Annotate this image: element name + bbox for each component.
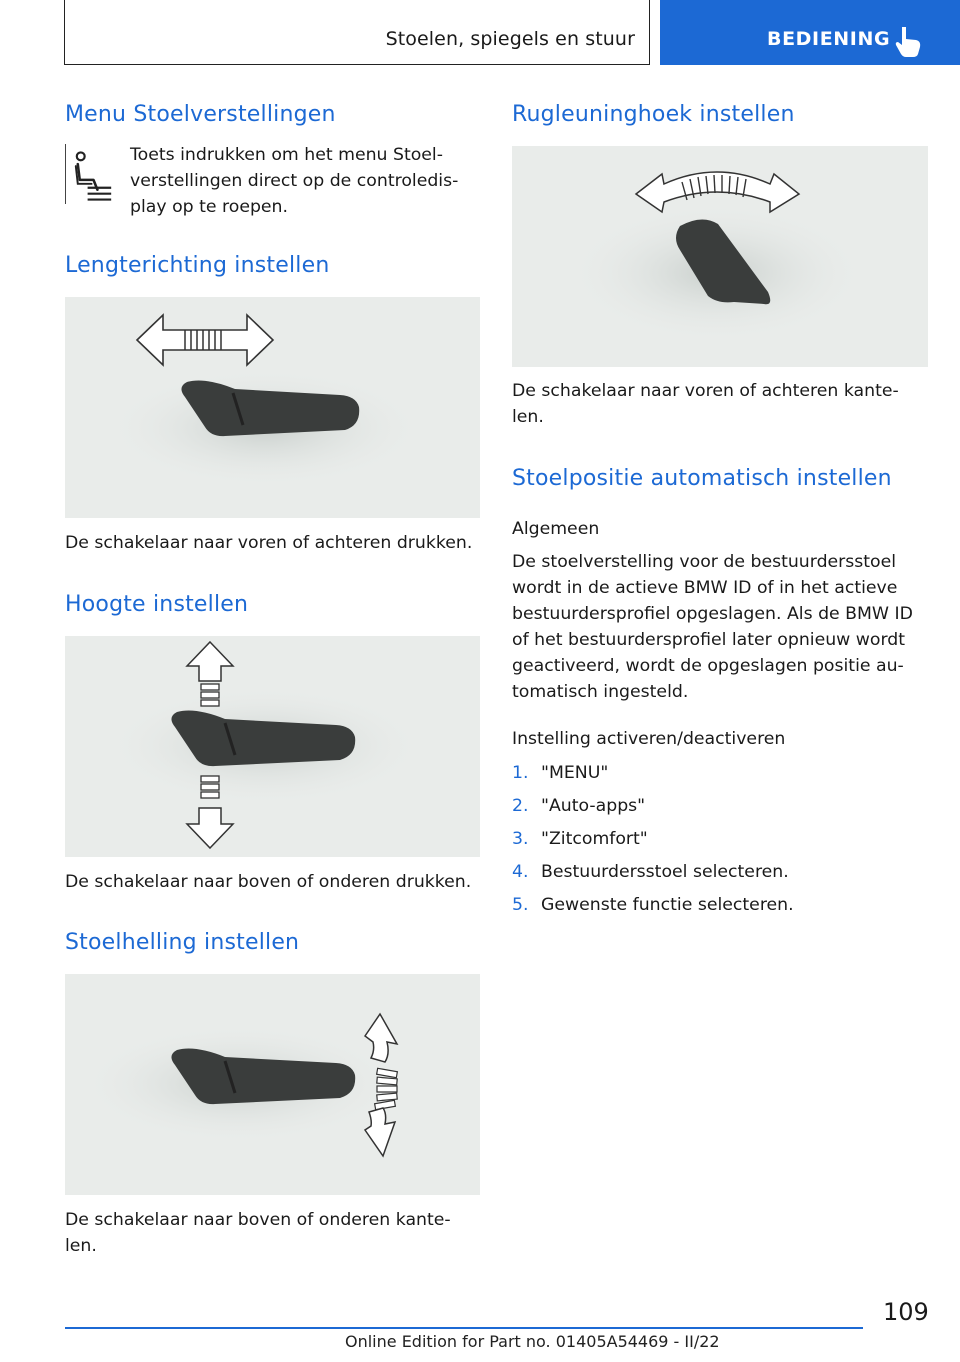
page-number: 109 (883, 1298, 929, 1326)
length-caption: De schakelaar naar voren of achteren drukken. (65, 533, 473, 553)
step-number: 3. (512, 829, 529, 849)
tilt-caption: De schakelaar naar boven of onderen kante-len. (65, 1210, 451, 1256)
header-section-box (64, 0, 650, 65)
general-heading: Algemeen (512, 519, 600, 539)
step-number: 5. (512, 895, 529, 915)
tilt-section-title: Stoelhelling instellen (65, 930, 300, 955)
length-section-title: Lengterichting instellen (65, 253, 330, 278)
step-text: Bestuurdersstoel selecteren. (541, 862, 789, 882)
step-text: "Auto-apps" (541, 796, 646, 816)
pointing-hand-icon (894, 24, 924, 58)
step-text: "MENU" (541, 763, 609, 783)
height-adjust-figure (65, 636, 480, 857)
list-item (512, 793, 794, 826)
list-item (512, 859, 794, 892)
length-adjust-figure (65, 297, 480, 518)
auto-section-title: Stoelpositie automatisch instellen (512, 466, 892, 491)
tilt-adjust-figure (65, 974, 480, 1195)
backrest-section-title: Rugleuninghoek instellen (512, 102, 795, 127)
backrest-adjust-figure (512, 146, 928, 367)
header-section-title: Stoelen, spiegels en stuur (385, 28, 635, 50)
step-number: 2. (512, 796, 529, 816)
seat-settings-icon[interactable] (65, 144, 121, 204)
list-item (512, 826, 794, 859)
step-text: Gewenste functie selecteren. (541, 895, 794, 915)
header-chapter-tab[interactable] (660, 0, 960, 65)
header-chapter-title: BEDIENING (767, 28, 891, 50)
step-number: 4. (512, 862, 529, 882)
footer-divider (65, 1327, 863, 1329)
step-number: 1. (512, 763, 529, 783)
menu-section-title: Menu Stoelverstellingen (65, 102, 336, 127)
height-section-title: Hoogte instellen (65, 592, 249, 617)
activation-heading: Instelling activeren/deactiveren (512, 729, 786, 749)
menu-description: Toets indrukken om het menu Stoel-verstellingen direct op de controledis-play op te roepen. (130, 145, 459, 217)
step-text: "Zitcomfort" (541, 829, 648, 849)
backrest-caption: De schakelaar naar voren of achteren kante-len. (512, 381, 899, 427)
general-text: De stoelverstelling voor de bestuurdersstoel wordt in de actieve BMW ID of in het actieve bestuurdersprofiel opgeslagen. Als de BMW ID of het bestuurdersprofiel later opnieuw wordt geactiveerd, wordt de opgeslagen positie au-tomatisch ingesteld. (512, 552, 913, 702)
height-caption: De schakelaar naar boven of onderen drukken. (65, 872, 472, 892)
footer-edition: Online Edition for Part no. 01405A54469 - II/22 (345, 1332, 720, 1351)
list-item (512, 892, 794, 925)
list-item (512, 760, 794, 793)
activation-steps (512, 760, 794, 925)
